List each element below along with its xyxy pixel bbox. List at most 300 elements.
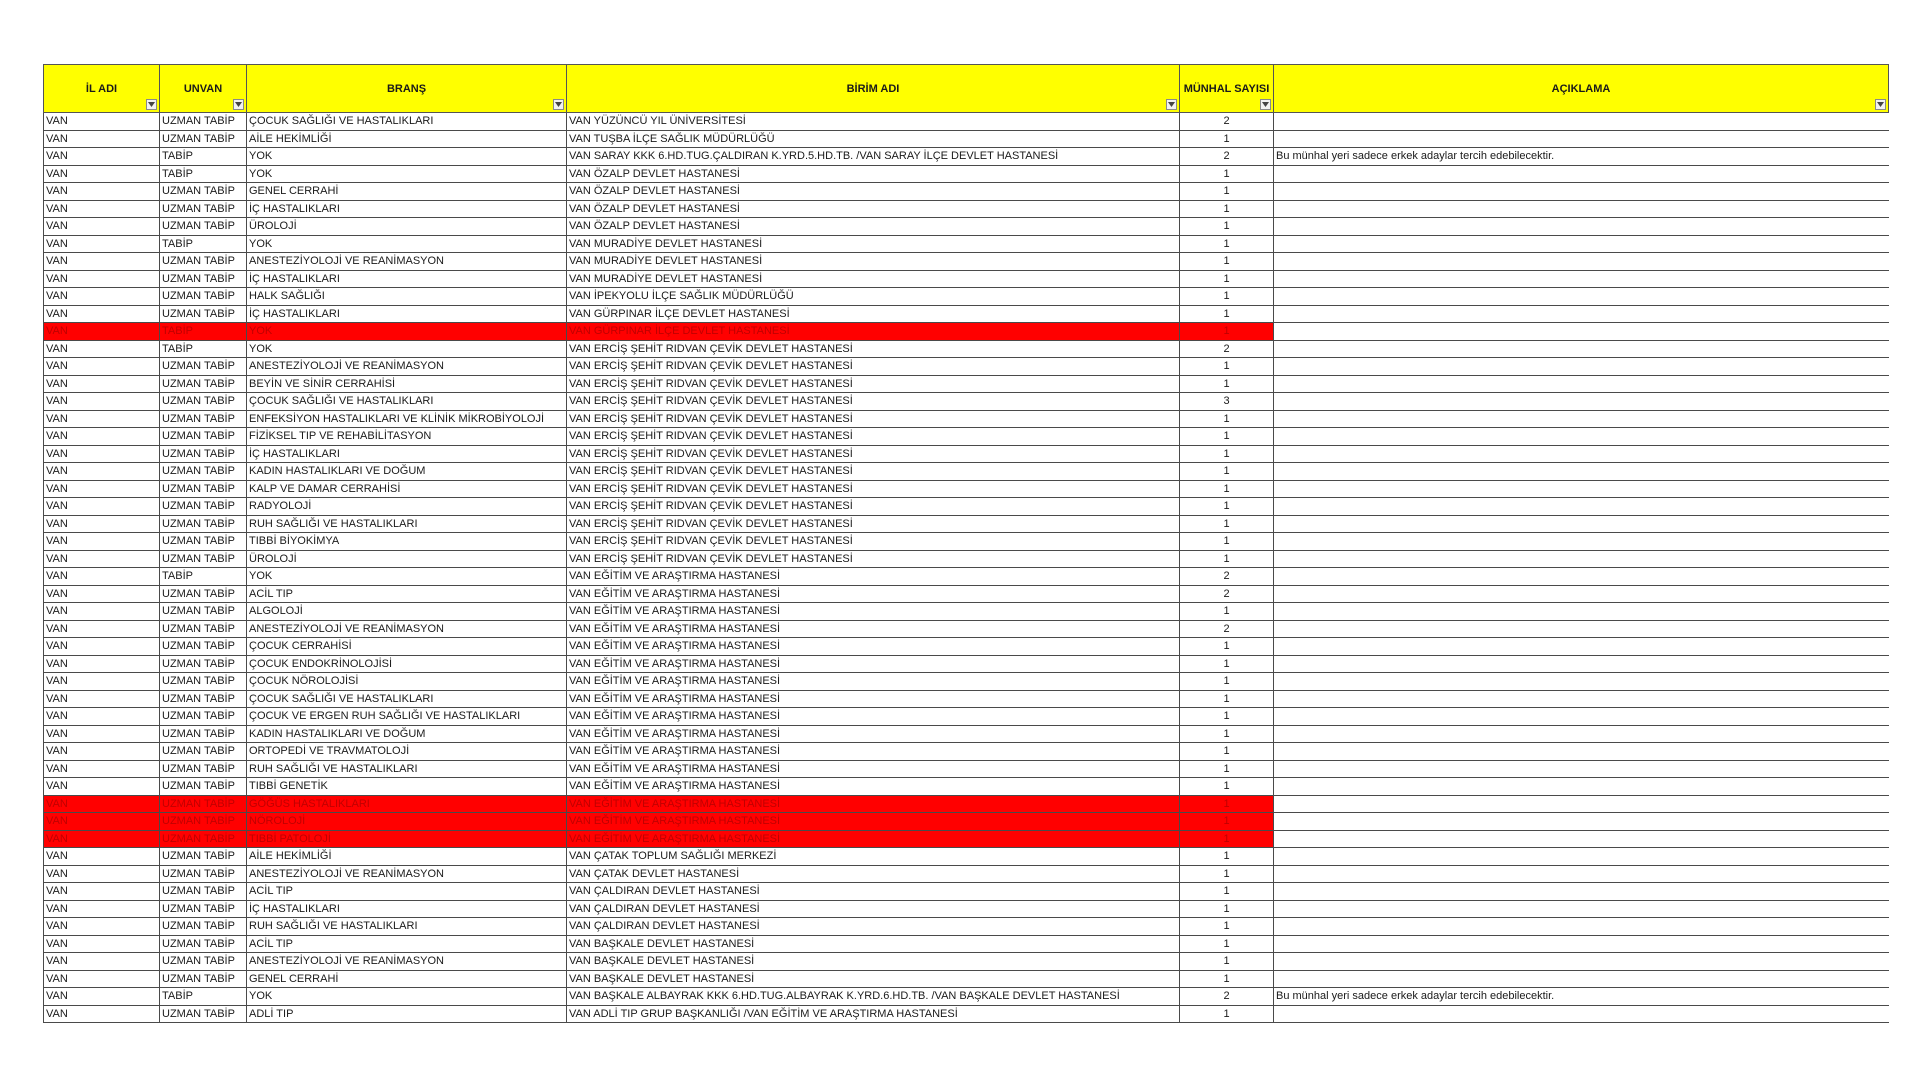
cell-birim[interactable]: VAN ÇALDIRAN DEVLET HASTANESİ <box>567 918 1180 936</box>
cell-il[interactable]: VAN <box>44 288 160 306</box>
cell-unvan[interactable]: UZMAN TABİP <box>160 515 247 533</box>
cell-birim[interactable]: VAN MURADİYE DEVLET HASTANESİ <box>567 253 1180 271</box>
cell-birim[interactable]: VAN EĞİTİM VE ARAŞTIRMA HASTANESİ <box>567 620 1180 638</box>
cell-unvan[interactable]: UZMAN TABİP <box>160 900 247 918</box>
cell-il[interactable]: VAN <box>44 323 160 341</box>
cell-birim[interactable]: VAN EĞİTİM VE ARAŞTIRMA HASTANESİ <box>567 603 1180 621</box>
cell-sayi[interactable]: 1 <box>1180 480 1274 498</box>
table-row[interactable] <box>44 533 1889 551</box>
cell-il[interactable]: VAN <box>44 970 160 988</box>
cell-birim[interactable]: VAN ÇALDIRAN DEVLET HASTANESİ <box>567 883 1180 901</box>
cell-brans[interactable]: YOK <box>247 165 567 183</box>
table-row[interactable] <box>44 253 1889 271</box>
table-row[interactable] <box>44 428 1889 446</box>
cell-aciklama[interactable] <box>1274 410 1889 428</box>
cell-aciklama[interactable] <box>1274 305 1889 323</box>
cell-sayi[interactable]: 1 <box>1180 533 1274 551</box>
cell-brans[interactable]: GENEL CERRAHİ <box>247 183 567 201</box>
cell-unvan[interactable]: UZMAN TABİP <box>160 655 247 673</box>
cell-aciklama[interactable] <box>1274 585 1889 603</box>
cell-aciklama[interactable] <box>1274 340 1889 358</box>
cell-unvan[interactable]: UZMAN TABİP <box>160 830 247 848</box>
table-row[interactable] <box>44 305 1889 323</box>
cell-unvan[interactable]: UZMAN TABİP <box>160 1005 247 1023</box>
filter-dropdown-il[interactable] <box>146 99 157 110</box>
cell-aciklama[interactable] <box>1274 638 1889 656</box>
table-row[interactable] <box>44 638 1889 656</box>
table-row[interactable] <box>44 445 1889 463</box>
cell-sayi[interactable]: 1 <box>1180 218 1274 236</box>
cell-unvan[interactable]: UZMAN TABİP <box>160 953 247 971</box>
cell-aciklama[interactable] <box>1274 725 1889 743</box>
cell-birim[interactable]: VAN EĞİTİM VE ARAŞTIRMA HASTANESİ <box>567 830 1180 848</box>
cell-sayi[interactable]: 1 <box>1180 795 1274 813</box>
cell-birim[interactable]: VAN EĞİTİM VE ARAŞTIRMA HASTANESİ <box>567 673 1180 691</box>
cell-il[interactable]: VAN <box>44 620 160 638</box>
cell-sayi[interactable]: 1 <box>1180 690 1274 708</box>
cell-aciklama[interactable] <box>1274 533 1889 551</box>
cell-sayi[interactable]: 1 <box>1180 305 1274 323</box>
cell-brans[interactable]: ÇOCUK VE ERGEN RUH SAĞLIĞI VE HASTALIKLARI <box>247 708 567 726</box>
table-row[interactable] <box>44 515 1889 533</box>
cell-aciklama[interactable] <box>1274 953 1889 971</box>
cell-unvan[interactable]: UZMAN TABİP <box>160 550 247 568</box>
cell-unvan[interactable]: UZMAN TABİP <box>160 498 247 516</box>
cell-brans[interactable]: FİZİKSEL TIP VE REHABİLİTASYON <box>247 428 567 446</box>
cell-il[interactable]: VAN <box>44 550 160 568</box>
cell-brans[interactable]: AİLE HEKİMLİĞİ <box>247 130 567 148</box>
column-header-brans[interactable] <box>247 65 567 113</box>
cell-sayi[interactable]: 2 <box>1180 113 1274 131</box>
cell-sayi[interactable]: 2 <box>1180 340 1274 358</box>
cell-birim[interactable]: VAN ERCİŞ ŞEHİT RIDVAN ÇEVİK DEVLET HASTANESİ <box>567 480 1180 498</box>
cell-birim[interactable]: VAN ERCİŞ ŞEHİT RIDVAN ÇEVİK DEVLET HASTANESİ <box>567 445 1180 463</box>
cell-il[interactable]: VAN <box>44 918 160 936</box>
cell-unvan[interactable]: UZMAN TABİP <box>160 918 247 936</box>
cell-il[interactable]: VAN <box>44 270 160 288</box>
cell-unvan[interactable]: UZMAN TABİP <box>160 533 247 551</box>
cell-brans[interactable]: ÇOCUK SAĞLIĞI VE HASTALIKLARI <box>247 113 567 131</box>
cell-unvan[interactable]: UZMAN TABİP <box>160 463 247 481</box>
cell-aciklama[interactable] <box>1274 200 1889 218</box>
cell-aciklama[interactable] <box>1274 708 1889 726</box>
cell-unvan[interactable]: TABİP <box>160 340 247 358</box>
cell-brans[interactable]: GENEL CERRAHİ <box>247 970 567 988</box>
cell-brans[interactable]: ANESTEZİYOLOJİ VE REANİMASYON <box>247 953 567 971</box>
cell-birim[interactable]: VAN GÜRPINAR İLÇE DEVLET HASTANESİ <box>567 323 1180 341</box>
filter-dropdown-birim[interactable] <box>1166 99 1177 110</box>
cell-birim[interactable]: VAN ERCİŞ ŞEHİT RIDVAN ÇEVİK DEVLET HASTANESİ <box>567 393 1180 411</box>
cell-brans[interactable]: RUH SAĞLIĞI VE HASTALIKLARI <box>247 760 567 778</box>
cell-il[interactable]: VAN <box>44 130 160 148</box>
cell-aciklama[interactable] <box>1274 183 1889 201</box>
cell-il[interactable]: VAN <box>44 515 160 533</box>
table-row[interactable] <box>44 235 1889 253</box>
cell-sayi[interactable]: 1 <box>1180 410 1274 428</box>
cell-il[interactable]: VAN <box>44 410 160 428</box>
table-row[interactable] <box>44 708 1889 726</box>
cell-brans[interactable]: RUH SAĞLIĞI VE HASTALIKLARI <box>247 515 567 533</box>
cell-sayi[interactable]: 1 <box>1180 900 1274 918</box>
cell-aciklama[interactable] <box>1274 900 1889 918</box>
cell-sayi[interactable]: 2 <box>1180 988 1274 1006</box>
cell-birim[interactable]: VAN EĞİTİM VE ARAŞTIRMA HASTANESİ <box>567 568 1180 586</box>
cell-sayi[interactable]: 1 <box>1180 743 1274 761</box>
cell-aciklama[interactable] <box>1274 830 1889 848</box>
cell-sayi[interactable]: 1 <box>1180 865 1274 883</box>
table-row[interactable] <box>44 760 1889 778</box>
cell-aciklama[interactable] <box>1274 480 1889 498</box>
cell-unvan[interactable]: UZMAN TABİP <box>160 358 247 376</box>
cell-il[interactable]: VAN <box>44 183 160 201</box>
table-row[interactable] <box>44 375 1889 393</box>
table-row[interactable] <box>44 778 1889 796</box>
cell-sayi[interactable]: 1 <box>1180 515 1274 533</box>
cell-sayi[interactable]: 1 <box>1180 813 1274 831</box>
cell-brans[interactable]: YOK <box>247 235 567 253</box>
table-row[interactable] <box>44 620 1889 638</box>
cell-unvan[interactable]: UZMAN TABİP <box>160 183 247 201</box>
cell-unvan[interactable]: UZMAN TABİP <box>160 725 247 743</box>
cell-birim[interactable]: VAN ÇATAK DEVLET HASTANESİ <box>567 865 1180 883</box>
table-row[interactable] <box>44 340 1889 358</box>
cell-brans[interactable]: İÇ HASTALIKLARI <box>247 445 567 463</box>
table-row[interactable] <box>44 655 1889 673</box>
cell-il[interactable]: VAN <box>44 375 160 393</box>
cell-aciklama[interactable] <box>1274 113 1889 131</box>
cell-sayi[interactable]: 3 <box>1180 393 1274 411</box>
cell-aciklama[interactable] <box>1274 620 1889 638</box>
cell-brans[interactable]: TIBBİ BİYOKİMYA <box>247 533 567 551</box>
cell-birim[interactable]: VAN ERCİŞ ŞEHİT RIDVAN ÇEVİK DEVLET HASTANESİ <box>567 428 1180 446</box>
cell-il[interactable]: VAN <box>44 813 160 831</box>
cell-il[interactable]: VAN <box>44 743 160 761</box>
cell-aciklama[interactable] <box>1274 463 1889 481</box>
cell-il[interactable]: VAN <box>44 935 160 953</box>
cell-birim[interactable]: VAN SARAY KKK 6.HD.TUG.ÇALDIRAN K.YRD.5.HD.TB. /VAN SARAY İLÇE DEVLET HASTANESİ <box>567 148 1180 166</box>
cell-il[interactable]: VAN <box>44 638 160 656</box>
cell-unvan[interactable]: TABİP <box>160 148 247 166</box>
cell-unvan[interactable]: UZMAN TABİP <box>160 200 247 218</box>
cell-unvan[interactable]: UZMAN TABİP <box>160 708 247 726</box>
cell-brans[interactable]: ACİL TIP <box>247 585 567 603</box>
cell-unvan[interactable]: TABİP <box>160 165 247 183</box>
table-row[interactable] <box>44 410 1889 428</box>
cell-il[interactable]: VAN <box>44 585 160 603</box>
cell-unvan[interactable]: UZMAN TABİP <box>160 813 247 831</box>
cell-brans[interactable]: ANESTEZİYOLOJİ VE REANİMASYON <box>247 253 567 271</box>
cell-il[interactable]: VAN <box>44 778 160 796</box>
column-header-birim[interactable] <box>567 65 1180 113</box>
cell-sayi[interactable]: 1 <box>1180 445 1274 463</box>
cell-birim[interactable]: VAN BAŞKALE ALBAYRAK KKK 6.HD.TUG.ALBAYRAK K.YRD.6.HD.TB. /VAN BAŞKALE DEVLET HASTANESİ <box>567 988 1180 1006</box>
cell-unvan[interactable]: UZMAN TABİP <box>160 638 247 656</box>
cell-birim[interactable]: VAN EĞİTİM VE ARAŞTIRMA HASTANESİ <box>567 778 1180 796</box>
cell-il[interactable]: VAN <box>44 305 160 323</box>
cell-unvan[interactable]: UZMAN TABİP <box>160 865 247 883</box>
cell-il[interactable]: VAN <box>44 848 160 866</box>
cell-aciklama[interactable] <box>1274 673 1889 691</box>
cell-il[interactable]: VAN <box>44 498 160 516</box>
cell-aciklama[interactable] <box>1274 550 1889 568</box>
cell-il[interactable]: VAN <box>44 603 160 621</box>
column-header-aciklama[interactable] <box>1274 65 1889 113</box>
cell-aciklama[interactable] <box>1274 1005 1889 1023</box>
cell-unvan[interactable]: UZMAN TABİP <box>160 743 247 761</box>
filter-dropdown-brans[interactable] <box>553 99 564 110</box>
cell-il[interactable]: VAN <box>44 235 160 253</box>
table-row[interactable] <box>44 165 1889 183</box>
cell-sayi[interactable]: 1 <box>1180 253 1274 271</box>
cell-brans[interactable]: ÇOCUK SAĞLIĞI VE HASTALIKLARI <box>247 393 567 411</box>
table-row[interactable] <box>44 498 1889 516</box>
cell-sayi[interactable]: 1 <box>1180 130 1274 148</box>
cell-aciklama[interactable] <box>1274 778 1889 796</box>
cell-unvan[interactable]: UZMAN TABİP <box>160 305 247 323</box>
cell-brans[interactable]: ACİL TIP <box>247 935 567 953</box>
cell-aciklama[interactable] <box>1274 428 1889 446</box>
cell-birim[interactable]: VAN EĞİTİM VE ARAŞTIRMA HASTANESİ <box>567 813 1180 831</box>
cell-aciklama[interactable] <box>1274 655 1889 673</box>
cell-unvan[interactable]: UZMAN TABİP <box>160 445 247 463</box>
table-row[interactable] <box>44 918 1889 936</box>
cell-il[interactable]: VAN <box>44 463 160 481</box>
cell-sayi[interactable]: 2 <box>1180 620 1274 638</box>
cell-birim[interactable]: VAN ERCİŞ ŞEHİT RIDVAN ÇEVİK DEVLET HASTANESİ <box>567 550 1180 568</box>
cell-aciklama[interactable] <box>1274 813 1889 831</box>
cell-brans[interactable]: ACİL TIP <box>247 883 567 901</box>
cell-brans[interactable]: RADYOLOJİ <box>247 498 567 516</box>
cell-brans[interactable]: KADIN HASTALIKLARI VE DOĞUM <box>247 463 567 481</box>
cell-il[interactable]: VAN <box>44 200 160 218</box>
cell-aciklama[interactable] <box>1274 935 1889 953</box>
column-header-il[interactable] <box>44 65 160 113</box>
cell-unvan[interactable]: UZMAN TABİP <box>160 393 247 411</box>
table-row[interactable] <box>44 200 1889 218</box>
cell-unvan[interactable]: UZMAN TABİP <box>160 760 247 778</box>
table-row[interactable] <box>44 795 1889 813</box>
cell-sayi[interactable]: 1 <box>1180 970 1274 988</box>
cell-birim[interactable]: VAN GÜRPINAR İLÇE DEVLET HASTANESİ <box>567 305 1180 323</box>
cell-sayi[interactable]: 1 <box>1180 498 1274 516</box>
cell-sayi[interactable]: 1 <box>1180 463 1274 481</box>
cell-unvan[interactable]: UZMAN TABİP <box>160 480 247 498</box>
cell-brans[interactable]: TIBBİ GENETİK <box>247 778 567 796</box>
cell-aciklama[interactable] <box>1274 918 1889 936</box>
cell-sayi[interactable]: 2 <box>1180 148 1274 166</box>
cell-brans[interactable]: ÇOCUK ENDOKRİNOLOJİSİ <box>247 655 567 673</box>
table-row[interactable] <box>44 953 1889 971</box>
cell-sayi[interactable]: 2 <box>1180 568 1274 586</box>
cell-sayi[interactable]: 1 <box>1180 848 1274 866</box>
cell-birim[interactable]: VAN ÇATAK TOPLUM SAĞLIĞI MERKEZİ <box>567 848 1180 866</box>
column-header-sayi[interactable] <box>1180 65 1274 113</box>
filter-dropdown-sayi[interactable] <box>1260 99 1271 110</box>
cell-birim[interactable]: VAN ERCİŞ ŞEHİT RIDVAN ÇEVİK DEVLET HASTANESİ <box>567 340 1180 358</box>
cell-birim[interactable]: VAN ERCİŞ ŞEHİT RIDVAN ÇEVİK DEVLET HASTANESİ <box>567 533 1180 551</box>
cell-sayi[interactable]: 1 <box>1180 673 1274 691</box>
cell-brans[interactable]: YOK <box>247 568 567 586</box>
cell-brans[interactable]: ADLİ TIP <box>247 1005 567 1023</box>
cell-sayi[interactable]: 1 <box>1180 323 1274 341</box>
cell-brans[interactable]: İÇ HASTALIKLARI <box>247 270 567 288</box>
table-row[interactable] <box>44 1005 1889 1023</box>
cell-brans[interactable]: KALP VE DAMAR CERRAHİSİ <box>247 480 567 498</box>
cell-il[interactable]: VAN <box>44 113 160 131</box>
cell-sayi[interactable]: 2 <box>1180 585 1274 603</box>
cell-birim[interactable]: VAN ÖZALP DEVLET HASTANESİ <box>567 200 1180 218</box>
cell-brans[interactable]: YOK <box>247 323 567 341</box>
table-row[interactable] <box>44 393 1889 411</box>
cell-brans[interactable]: İÇ HASTALIKLARI <box>247 900 567 918</box>
cell-birim[interactable]: VAN EĞİTİM VE ARAŞTIRMA HASTANESİ <box>567 760 1180 778</box>
table-row[interactable] <box>44 813 1889 831</box>
cell-aciklama[interactable] <box>1274 603 1889 621</box>
cell-unvan[interactable]: UZMAN TABİP <box>160 620 247 638</box>
cell-il[interactable]: VAN <box>44 655 160 673</box>
cell-brans[interactable]: İÇ HASTALIKLARI <box>247 200 567 218</box>
cell-birim[interactable]: VAN EĞİTİM VE ARAŞTIRMA HASTANESİ <box>567 708 1180 726</box>
cell-sayi[interactable]: 1 <box>1180 428 1274 446</box>
cell-unvan[interactable]: UZMAN TABİP <box>160 848 247 866</box>
table-row[interactable] <box>44 603 1889 621</box>
cell-il[interactable]: VAN <box>44 148 160 166</box>
cell-brans[interactable]: AİLE HEKİMLİĞİ <box>247 848 567 866</box>
cell-birim[interactable]: VAN EĞİTİM VE ARAŞTIRMA HASTANESİ <box>567 743 1180 761</box>
table-row[interactable] <box>44 900 1889 918</box>
cell-birim[interactable]: VAN BAŞKALE DEVLET HASTANESİ <box>567 970 1180 988</box>
cell-birim[interactable]: VAN İPEKYOLU İLÇE SAĞLIK MÜDÜRLÜĞÜ <box>567 288 1180 306</box>
cell-sayi[interactable]: 1 <box>1180 270 1274 288</box>
cell-brans[interactable]: ÜROLOJİ <box>247 550 567 568</box>
cell-il[interactable]: VAN <box>44 568 160 586</box>
cell-il[interactable]: VAN <box>44 1005 160 1023</box>
cell-birim[interactable]: VAN ERCİŞ ŞEHİT RIDVAN ÇEVİK DEVLET HASTANESİ <box>567 358 1180 376</box>
table-row[interactable] <box>44 113 1889 131</box>
table-row[interactable] <box>44 848 1889 866</box>
table-row[interactable] <box>44 830 1889 848</box>
cell-sayi[interactable]: 1 <box>1180 638 1274 656</box>
cell-brans[interactable]: YOK <box>247 148 567 166</box>
cell-aciklama[interactable] <box>1274 515 1889 533</box>
cell-sayi[interactable]: 1 <box>1180 550 1274 568</box>
cell-brans[interactable]: ENFEKSİYON HASTALIKLARI VE KLİNİK MİKROBİYOLOJİ <box>247 410 567 428</box>
cell-aciklama[interactable] <box>1274 970 1889 988</box>
table-row[interactable] <box>44 148 1889 166</box>
cell-aciklama[interactable] <box>1274 743 1889 761</box>
cell-unvan[interactable]: UZMAN TABİP <box>160 253 247 271</box>
cell-unvan[interactable]: UZMAN TABİP <box>160 690 247 708</box>
cell-brans[interactable]: YOK <box>247 988 567 1006</box>
cell-brans[interactable]: NÖROLOJİ <box>247 813 567 831</box>
cell-sayi[interactable]: 1 <box>1180 375 1274 393</box>
column-header-unvan[interactable] <box>160 65 247 113</box>
table-row[interactable] <box>44 725 1889 743</box>
cell-il[interactable]: VAN <box>44 760 160 778</box>
cell-aciklama[interactable] <box>1274 445 1889 463</box>
cell-sayi[interactable]: 1 <box>1180 1005 1274 1023</box>
table-row[interactable] <box>44 463 1889 481</box>
cell-unvan[interactable]: UZMAN TABİP <box>160 778 247 796</box>
cell-brans[interactable]: ANESTEZİYOLOJİ VE REANİMASYON <box>247 358 567 376</box>
cell-birim[interactable]: VAN ERCİŞ ŞEHİT RIDVAN ÇEVİK DEVLET HASTANESİ <box>567 515 1180 533</box>
cell-sayi[interactable]: 1 <box>1180 953 1274 971</box>
table-row[interactable] <box>44 743 1889 761</box>
cell-aciklama[interactable]: Bu münhal yeri sadece erkek adaylar tercih edebilecektir. <box>1274 148 1889 166</box>
cell-birim[interactable]: VAN EĞİTİM VE ARAŞTIRMA HASTANESİ <box>567 725 1180 743</box>
table-row[interactable] <box>44 218 1889 236</box>
cell-birim[interactable]: VAN EĞİTİM VE ARAŞTIRMA HASTANESİ <box>567 795 1180 813</box>
cell-birim[interactable]: VAN ADLİ TIP GRUP BAŞKANLIĞI /VAN EĞİTİM VE ARAŞTIRMA HASTANESİ <box>567 1005 1180 1023</box>
table-row[interactable] <box>44 288 1889 306</box>
cell-unvan[interactable]: TABİP <box>160 988 247 1006</box>
table-row[interactable] <box>44 480 1889 498</box>
cell-il[interactable]: VAN <box>44 708 160 726</box>
cell-sayi[interactable]: 1 <box>1180 778 1274 796</box>
cell-brans[interactable]: RUH SAĞLIĞI VE HASTALIKLARI <box>247 918 567 936</box>
cell-birim[interactable]: VAN BAŞKALE DEVLET HASTANESİ <box>567 935 1180 953</box>
cell-birim[interactable]: VAN YÜZÜNCÜ YIL ÜNİVERSİTESİ <box>567 113 1180 131</box>
cell-brans[interactable]: YOK <box>247 340 567 358</box>
cell-sayi[interactable]: 1 <box>1180 165 1274 183</box>
cell-il[interactable]: VAN <box>44 480 160 498</box>
cell-birim[interactable]: VAN EĞİTİM VE ARAŞTIRMA HASTANESİ <box>567 690 1180 708</box>
cell-aciklama[interactable] <box>1274 760 1889 778</box>
cell-brans[interactable]: KADIN HASTALIKLARI VE DOĞUM <box>247 725 567 743</box>
cell-aciklama[interactable] <box>1274 690 1889 708</box>
cell-brans[interactable]: ANESTEZİYOLOJİ VE REANİMASYON <box>247 620 567 638</box>
cell-unvan[interactable]: UZMAN TABİP <box>160 375 247 393</box>
cell-birim[interactable]: VAN MURADİYE DEVLET HASTANESİ <box>567 235 1180 253</box>
cell-unvan[interactable]: UZMAN TABİP <box>160 130 247 148</box>
cell-sayi[interactable]: 1 <box>1180 358 1274 376</box>
cell-sayi[interactable]: 1 <box>1180 760 1274 778</box>
cell-sayi[interactable]: 1 <box>1180 235 1274 253</box>
cell-aciklama[interactable] <box>1274 498 1889 516</box>
cell-birim[interactable]: VAN TUŞBA İLÇE SAĞLIK MÜDÜRLÜĞÜ <box>567 130 1180 148</box>
cell-unvan[interactable]: UZMAN TABİP <box>160 603 247 621</box>
cell-birim[interactable]: VAN MURADİYE DEVLET HASTANESİ <box>567 270 1180 288</box>
cell-brans[interactable]: BEYİN VE SİNİR CERRAHİSİ <box>247 375 567 393</box>
cell-il[interactable]: VAN <box>44 218 160 236</box>
cell-birim[interactable]: VAN ÇALDIRAN DEVLET HASTANESİ <box>567 900 1180 918</box>
cell-birim[interactable]: VAN ÖZALP DEVLET HASTANESİ <box>567 218 1180 236</box>
cell-il[interactable]: VAN <box>44 673 160 691</box>
cell-birim[interactable]: VAN ERCİŞ ŞEHİT RIDVAN ÇEVİK DEVLET HASTANESİ <box>567 375 1180 393</box>
table-row[interactable] <box>44 358 1889 376</box>
cell-aciklama[interactable] <box>1274 323 1889 341</box>
cell-aciklama[interactable] <box>1274 375 1889 393</box>
cell-il[interactable]: VAN <box>44 988 160 1006</box>
cell-birim[interactable]: VAN ERCİŞ ŞEHİT RIDVAN ÇEVİK DEVLET HASTANESİ <box>567 463 1180 481</box>
cell-sayi[interactable]: 1 <box>1180 830 1274 848</box>
cell-aciklama[interactable] <box>1274 165 1889 183</box>
cell-il[interactable]: VAN <box>44 428 160 446</box>
cell-unvan[interactable]: UZMAN TABİP <box>160 428 247 446</box>
cell-sayi[interactable]: 1 <box>1180 288 1274 306</box>
cell-brans[interactable]: TIBBİ PATOLOJİ <box>247 830 567 848</box>
table-row[interactable] <box>44 183 1889 201</box>
cell-sayi[interactable]: 1 <box>1180 725 1274 743</box>
table-row[interactable] <box>44 270 1889 288</box>
cell-brans[interactable]: İÇ HASTALIKLARI <box>247 305 567 323</box>
cell-sayi[interactable]: 1 <box>1180 708 1274 726</box>
cell-brans[interactable]: GÖĞÜS HASTALIKLARI <box>247 795 567 813</box>
cell-unvan[interactable]: UZMAN TABİP <box>160 795 247 813</box>
table-row[interactable] <box>44 865 1889 883</box>
cell-sayi[interactable]: 1 <box>1180 603 1274 621</box>
cell-il[interactable]: VAN <box>44 900 160 918</box>
